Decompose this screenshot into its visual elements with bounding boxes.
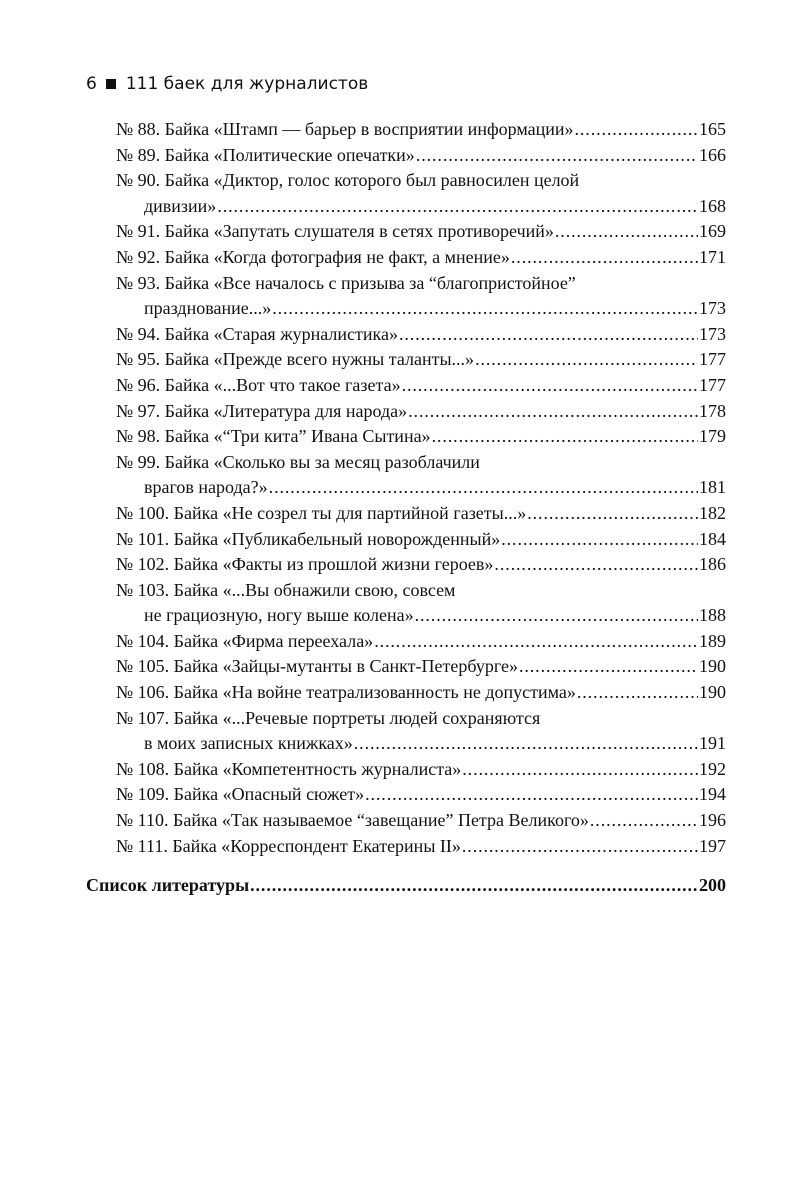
toc-entry[interactable] [116,424,726,450]
toc-line [116,552,726,578]
dot-leader [354,731,698,757]
toc-page-number: 194 [699,784,726,805]
dot-leader [501,527,698,553]
toc-entry[interactable] [116,757,726,783]
toc-page-number: 178 [699,400,726,421]
toc-line [116,603,726,629]
toc-page-number: 169 [699,221,726,242]
toc-page-number: 173 [699,323,726,344]
square-bullet-icon [106,79,116,89]
toc-entry-bibliography[interactable] [86,873,726,899]
toc-entry-title: № 103. Байка «...Вы обнажили свою, совсем [116,579,456,600]
toc-line [116,680,726,706]
dot-leader [217,194,698,220]
toc-page-number: 200 [699,875,726,895]
toc-line [116,578,726,604]
toc-entry-title: не грациозную, ногу выше колена» [144,605,414,626]
toc-entry[interactable] [116,399,726,425]
toc-page-number: 181 [699,477,726,498]
dot-leader [494,552,698,578]
toc-entry[interactable] [116,782,726,808]
toc-line [116,527,726,553]
toc-line [116,347,726,373]
dot-leader [577,680,698,706]
dot-leader [555,219,698,245]
toc-line [116,629,726,655]
toc-line [86,873,726,899]
toc-line [116,322,726,348]
toc-page-number: 188 [699,605,726,626]
toc-line [116,706,726,732]
table-of-contents [116,117,726,859]
toc-entry-title: № 88. Байка «Штамп — барьер в восприятии информации» [116,119,574,139]
dot-leader [527,501,698,527]
dot-leader [408,399,698,425]
toc-entry-title: № 105. Байка «Зайцы-мутанты в Санкт-Петербурге» [116,656,518,677]
toc-entry-title: Список литературы [86,875,250,895]
toc-page-number: 177 [699,349,726,370]
toc-entry[interactable] [116,347,726,373]
toc-entry[interactable] [116,373,726,399]
toc-page-number: 191 [699,733,726,754]
toc-entry-title: № 97. Байка «Литература для народа» [116,400,408,421]
toc-line [116,219,726,245]
toc-entry[interactable] [116,680,726,706]
header-book-title: 111 баек для журналистов [125,74,369,94]
toc-entry-title: № 100. Байка «Не созрел ты для партийной газеты...» [116,502,527,523]
toc-page-number: 177 [699,374,726,395]
toc-entry[interactable] [116,578,726,629]
dot-leader [399,322,698,348]
toc-page-number: 186 [699,554,726,575]
toc-entry[interactable] [116,168,726,219]
toc-entry[interactable] [116,808,726,834]
toc-entry[interactable] [116,834,726,860]
toc-entry[interactable] [116,322,726,348]
dot-leader [402,373,698,399]
toc-entry[interactable] [116,654,726,680]
toc-line [116,143,726,169]
dot-leader [511,245,698,271]
toc-line [116,450,726,476]
toc-entry-title: № 92. Байка «Когда фотография не факт, а мнение» [116,246,510,267]
toc-entry-title: № 96. Байка «...Вот что такое газета» [116,374,401,395]
toc-page-number: 192 [699,758,726,779]
dot-leader [374,629,698,655]
running-header [86,72,368,96]
toc-entry[interactable] [116,706,726,757]
toc-entry[interactable] [116,501,726,527]
toc-page-number: 190 [699,656,726,677]
toc-entry-title: № 110. Байка «Так называемое “завещание” Петра Великого» [116,810,589,831]
toc-line [116,296,726,322]
toc-page-number: 171 [699,246,726,267]
dot-leader [415,603,698,629]
toc-page-number: 189 [699,630,726,651]
toc-entry-title: № 99. Байка «Сколько вы за месяц разоблачили [116,451,480,472]
toc-page-number: 165 [699,119,726,139]
toc-entry-title: № 89. Байка «Политические опечатки» [116,144,415,165]
toc-entry-title: № 102. Байка «Факты из прошлой жизни героев» [116,554,494,575]
toc-line [116,808,726,834]
toc-entry-title: № 101. Байка «Публикабельный новорожденный» [116,528,501,549]
header-page-number: 6 [86,74,97,94]
toc-page-number: 168 [699,195,726,216]
toc-page-number: 184 [699,528,726,549]
toc-entry-title: № 108. Байка «Компетентность журналиста» [116,758,462,779]
toc-line [116,501,726,527]
toc-entry-title: № 106. Байка «На войне театрализованность не допустима» [116,682,576,703]
toc-page-number: 190 [699,682,726,703]
toc-page-number: 196 [699,810,726,831]
toc-entry[interactable] [116,629,726,655]
toc-entry-title: № 107. Байка «...Речевые портреты людей сохраняются [116,707,541,728]
dot-leader [462,834,698,860]
dot-leader [590,808,698,834]
toc-entry-title: дивизии» [144,195,217,216]
toc-line [116,117,726,143]
toc-line [116,757,726,783]
dot-leader [365,782,698,808]
toc-line [116,475,726,501]
toc-line [116,399,726,425]
toc-entry-title: № 90. Байка «Диктор, голос которого был равносилен целой [116,170,580,191]
toc-entry-title: № 95. Байка «Прежде всего нужны таланты...» [116,349,475,370]
toc-entry-title: № 104. Байка «Фирма переехала» [116,630,374,651]
dot-leader [269,475,698,501]
toc-entry[interactable] [116,245,726,271]
toc-entry-title: № 98. Байка «“Три кита” Ивана Сытина» [116,426,431,447]
toc-page-number: 166 [699,144,726,165]
toc-entry-title: в моих записных книжках» [144,733,353,754]
toc-entry[interactable] [116,552,726,578]
dot-leader [250,873,698,899]
toc-page-number: 197 [699,835,726,856]
toc-line [116,168,726,194]
toc-entry-title: № 111. Байка «Корреспондент Екатерины II» [116,835,461,856]
toc-line [116,731,726,757]
dot-leader [272,296,698,322]
toc-entry-title: врагов народа?» [144,477,268,498]
toc-line [116,424,726,450]
toc-entry-title: № 93. Байка «Все началось с призыва за “благопристойное” [116,272,576,293]
toc-entry[interactable] [116,527,726,553]
toc-entry[interactable] [116,219,726,245]
toc-page-number: 182 [699,502,726,523]
dot-leader [432,424,698,450]
toc-entry[interactable] [116,117,726,143]
toc-entry-title: № 91. Байка «Запутать слушателя в сетях противоречий» [116,221,554,242]
toc-entry[interactable] [116,450,726,501]
toc-entry-title: № 109. Байка «Опасный сюжет» [116,784,365,805]
toc-entry-title: празднование...» [144,298,272,319]
toc-line [116,194,726,220]
toc-entry-title: № 94. Байка «Старая журналистика» [116,323,398,344]
toc-line [116,654,726,680]
toc-line [116,271,726,297]
toc-page-number: 179 [699,426,726,447]
toc-line [116,373,726,399]
toc-entry[interactable] [116,271,726,322]
dot-leader [416,143,698,169]
toc-line [116,834,726,860]
toc-page-number: 173 [699,298,726,319]
dot-leader [519,654,698,680]
dot-leader [462,757,698,783]
toc-line [116,782,726,808]
toc-entry[interactable] [116,143,726,169]
dot-leader [475,347,698,373]
toc-line [116,245,726,271]
dot-leader [575,117,699,143]
